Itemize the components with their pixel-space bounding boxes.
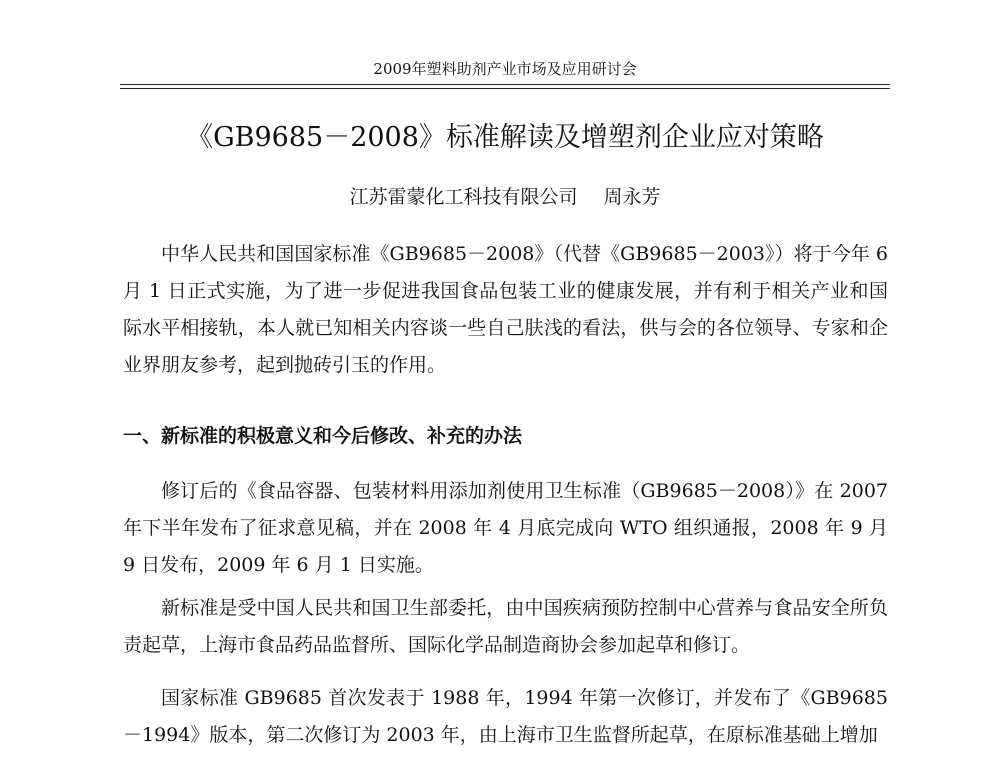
article-title: 《GB9685－2008》标准解读及增塑剂企业应对策略 xyxy=(186,122,824,153)
author-line xyxy=(120,182,890,212)
running-header: 2009年塑料助剂产业市场及应用研讨会 xyxy=(373,60,637,78)
header-rule-thin xyxy=(120,88,890,89)
section-heading: 一、新标准的积极意义和今后修改、补充的办法 xyxy=(123,425,523,447)
author-name: 周永芳 xyxy=(603,186,661,208)
header-rule-thick xyxy=(120,84,890,85)
body-paragraph: 新标准是受中国人民共和国卫生部委托，由中国疾病预防控制中心营养与食品安全所负责起草，上海市食品药品监督所、国际化学品制造商协会参加起草和修订。 xyxy=(123,597,888,656)
intro-paragraph: 中华人民共和国国家标准《GB9685－2008》（代替《GB9685－2003》）将于今年 6 月 1 日正式实施，为了进一步促进我国食品包装工业的健康发展，并有利于相关产业和国际水平相接轨，本人就已知相关内容谈一些自己肤浅的看法，供与会的各位领导、专家和企业界朋友参考，起到抛砖引玉的作用。 xyxy=(123,243,888,376)
author-affiliation: 江苏雷蒙化工科技有限公司 xyxy=(349,186,578,208)
body-paragraph: 修订后的《食品容器、包装材料用添加剂使用卫生标准（GB9685－2008）》在 2007 年下半年发布了征求意见稿，并在 2008 年 4 月底完成向 WTO 组织通报，2008 年 9 月 9 日发布，2009 年 6 月 1 日实施。 xyxy=(123,480,888,576)
body-paragraph: 国家标准 GB9685 首次发表于 1988 年，1994 年第一次修订，并发布了《GB9685－1994》版本，第二次修订为 2003 年，由上海市卫生监督所起草，在原标准基础上增加 xyxy=(123,687,888,746)
